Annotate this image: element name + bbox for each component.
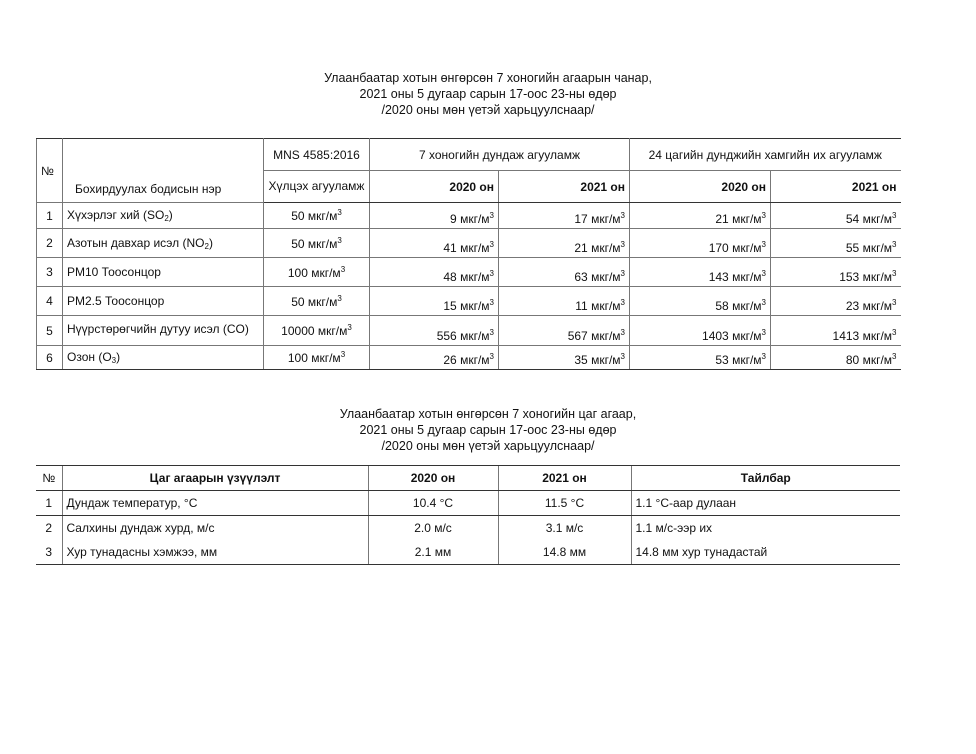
name-text: Азотын давхар исэл (NO	[67, 235, 205, 250]
value: 50	[291, 294, 305, 309]
unit-power: 3	[892, 328, 897, 337]
title-line: Улаанбаатар хотын өнгөрсөн 7 хоногийн агаарын чанар,	[324, 71, 652, 85]
avg-2020-value	[370, 346, 499, 370]
limit-value	[264, 229, 370, 258]
pollutant-name	[63, 258, 264, 287]
title-line: 2021 оны 5 дугаар сарын 17-оос 23-ны өдөр	[359, 423, 617, 437]
value: 21	[574, 241, 588, 255]
max-2021-value	[771, 316, 901, 346]
value-2020: 2.1 мм	[368, 540, 498, 565]
unit: мкг/м	[311, 265, 341, 280]
avg-2021-value	[499, 346, 630, 370]
value-2020: 2.0 м/с	[368, 516, 498, 541]
note-text: 1.1 °C-аар дулаан	[631, 491, 900, 516]
value: 9	[450, 212, 457, 226]
note-text: 14.8 мм хур тунадастай	[631, 540, 900, 565]
unit: мкг/м	[862, 270, 893, 284]
name-end: )	[208, 235, 213, 250]
name-text: Нүүрстөрөгчийн дутуу исэл (CO)	[67, 321, 249, 336]
unit-power: 3	[620, 240, 625, 249]
unit: мкг/м	[732, 329, 762, 343]
table-row	[37, 316, 901, 346]
unit-power: 3	[761, 269, 766, 278]
name-text: PM2.5 Тоосонцор	[67, 293, 165, 308]
value: 1403	[702, 329, 729, 343]
limit-value	[264, 258, 370, 287]
unit: мкг/м	[460, 270, 490, 284]
unit: мкг/м	[591, 212, 621, 226]
value-2020: 10.4 °C	[368, 491, 498, 516]
unit-power: 3	[620, 211, 625, 220]
unit-power: 3	[489, 211, 494, 220]
name-subscript: 2	[164, 214, 169, 223]
table-row	[37, 258, 901, 287]
value: 26	[443, 353, 457, 367]
unit: мкг/м	[732, 299, 762, 313]
header-standard: MNS 4585:2016	[264, 139, 370, 171]
unit: мкг/м	[591, 329, 621, 343]
pollutant-name	[63, 316, 264, 346]
max-2020-value	[630, 203, 771, 229]
row-number: 3	[37, 258, 63, 287]
unit-power: 3	[761, 328, 766, 337]
unit: мкг/м	[862, 299, 893, 313]
weather-table	[36, 465, 900, 565]
unit-power: 3	[761, 298, 766, 307]
value: 58	[715, 299, 729, 313]
value: 54	[845, 212, 860, 226]
unit: мкг/м	[591, 299, 621, 313]
avg-2021-value	[499, 316, 630, 346]
unit: мкг/м	[311, 351, 341, 365]
value: 50	[291, 236, 305, 251]
value-2021: 3.1 м/с	[498, 516, 631, 541]
unit: мкг/м	[591, 353, 621, 367]
limit-value	[264, 287, 370, 316]
header-avg-2021: 2021 он	[499, 171, 630, 203]
row-number: 3	[36, 540, 62, 565]
unit-power: 3	[892, 269, 897, 278]
avg-2020-value	[370, 229, 499, 258]
unit-power: 3	[337, 293, 342, 303]
unit-power: 3	[489, 298, 494, 307]
value: 17	[574, 212, 588, 226]
unit-power: 3	[620, 352, 625, 361]
value: 567	[567, 329, 588, 343]
unit: мкг/м	[460, 241, 490, 255]
max-2021-value	[771, 203, 901, 229]
unit: мкг/м	[862, 329, 893, 343]
unit: мкг/м	[591, 241, 621, 255]
note-text: 1.1 м/с-ээр их	[631, 516, 900, 541]
pollutant-name	[63, 229, 264, 258]
value: 15	[443, 299, 457, 313]
unit-power: 3	[489, 240, 494, 249]
name-text: Озон (O	[67, 350, 112, 364]
unit: мкг/м	[732, 353, 762, 367]
value: 35	[574, 353, 588, 367]
avg-2020-value	[370, 287, 499, 316]
value: 100	[287, 351, 308, 365]
row-number: 4	[37, 287, 63, 316]
value: 143	[708, 270, 729, 284]
avg-2021-value	[499, 203, 630, 229]
unit: мкг/м	[460, 329, 490, 343]
unit-power: 3	[340, 350, 346, 359]
name-text: PM10 Тоосонцор	[67, 264, 161, 279]
row-number: 1	[37, 203, 63, 229]
unit: мкг/м	[307, 294, 338, 309]
unit-power: 3	[337, 235, 342, 245]
header-pollutant: Бохирдуулах бодисын нэр	[63, 139, 264, 203]
avg-2021-value	[499, 229, 630, 258]
row-number: 2	[37, 229, 63, 258]
avg-2021-value	[499, 258, 630, 287]
max-2021-value	[771, 287, 901, 316]
unit: мкг/м	[862, 241, 893, 255]
name-end: )	[168, 208, 173, 222]
unit-power: 3	[620, 298, 625, 307]
max-2020-value	[630, 258, 771, 287]
header-max-2020: 2020 он	[630, 171, 771, 203]
max-2020-value	[630, 229, 771, 258]
value: 21	[715, 212, 729, 226]
unit-power: 3	[489, 328, 494, 337]
table-row	[37, 287, 901, 316]
value-2021: 14.8 мм	[498, 540, 631, 565]
unit-power: 3	[620, 328, 625, 337]
unit: мкг/м	[460, 353, 490, 367]
max-2020-value	[630, 287, 771, 316]
value: 100	[287, 265, 308, 280]
limit-value	[264, 346, 370, 370]
row-number: 5	[37, 316, 63, 346]
header-no: №	[37, 139, 63, 203]
max-2021-value	[771, 258, 901, 287]
unit-power: 3	[489, 269, 494, 278]
header-daily-max: 24 цагийн дунджийн хамгийн их агууламж	[630, 139, 901, 171]
name-subscript: 3	[111, 356, 117, 365]
header-no: №	[36, 466, 62, 491]
value: 11	[575, 299, 588, 313]
unit: мкг/м	[317, 324, 348, 338]
limit-value	[264, 203, 370, 229]
unit: мкг/м	[862, 212, 893, 226]
value: 10000	[281, 324, 315, 338]
name-text: Хүхэрлэг хий (SO	[67, 208, 165, 222]
unit: мкг/м	[732, 212, 762, 226]
unit: мкг/м	[307, 236, 338, 251]
air-quality-title	[0, 70, 976, 118]
unit-power: 3	[761, 240, 766, 249]
unit: мкг/м	[460, 212, 490, 226]
max-2020-value	[630, 316, 771, 346]
value: 170	[708, 241, 729, 255]
table-row	[36, 516, 900, 541]
header-2020: 2020 он	[368, 466, 498, 491]
header-avg-2020: 2020 он	[370, 171, 499, 203]
value: 1413	[832, 329, 860, 343]
row-number: 1	[36, 491, 62, 516]
pollutant-name	[63, 203, 264, 229]
unit: мкг/м	[591, 270, 621, 284]
table-row	[37, 203, 901, 229]
value: 556	[436, 329, 457, 343]
unit: мкг/м	[862, 353, 893, 367]
indicator-name: Салхины дундаж хурд, м/с	[62, 516, 368, 541]
unit: мкг/м	[460, 299, 490, 313]
unit: мкг/м	[732, 241, 762, 255]
unit-power: 3	[892, 298, 897, 307]
title-line: /2020 оны мөн үетэй харьцуулснаар/	[381, 439, 595, 453]
unit-power: 3	[892, 240, 897, 249]
value: 48	[443, 270, 457, 284]
unit-power: 3	[337, 208, 342, 217]
title-line: 2021 оны 5 дугаар сарын 17-оос 23-ны өдөр	[359, 87, 617, 101]
pollutant-name	[63, 346, 264, 370]
unit: мкг/м	[732, 270, 762, 284]
row-number: 6	[37, 346, 63, 370]
value: 55	[845, 241, 860, 255]
avg-2020-value	[370, 203, 499, 229]
value: 63	[574, 270, 588, 284]
title-line: Улаанбаатар хотын өнгөрсөн 7 хоногийн цаг агаар,	[339, 407, 637, 421]
title-line: /2020 оны мөн үетэй харьцуулснаар/	[381, 103, 595, 117]
name-end: )	[116, 350, 121, 364]
avg-2020-value	[370, 258, 499, 287]
air-quality-table	[36, 138, 901, 370]
unit-power: 3	[761, 211, 766, 220]
unit-power: 3	[489, 352, 494, 361]
unit: мкг/м	[307, 209, 338, 223]
header-note: Тайлбар	[631, 466, 900, 491]
unit-power: 3	[761, 352, 766, 361]
table-row	[37, 229, 901, 258]
value: 153	[839, 270, 860, 284]
value: 80	[845, 353, 860, 367]
max-2021-value	[771, 229, 901, 258]
indicator-name: Хур тунадасны хэмжээ, мм	[62, 540, 368, 565]
value: 23	[845, 299, 860, 313]
avg-2021-value	[499, 287, 630, 316]
max-2020-value	[630, 346, 771, 370]
unit-power: 3	[892, 211, 897, 220]
header-max-2021: 2021 он	[771, 171, 901, 203]
header-weekly-avg: 7 хоногийн дундаж агууламж	[370, 139, 630, 171]
row-number: 2	[45, 521, 53, 535]
unit-power: 3	[620, 269, 625, 278]
value-2021: 11.5 °C	[498, 491, 631, 516]
table-row	[37, 346, 901, 370]
header-indicator: Цаг агаарын үзүүлэлт	[62, 466, 368, 491]
weather-title	[0, 406, 976, 454]
header-2021: 2021 он	[498, 466, 631, 491]
value: 50	[291, 209, 305, 223]
unit-power: 3	[892, 352, 897, 361]
pollutant-name	[63, 287, 264, 316]
name-subscript: 2	[204, 241, 209, 251]
indicator-name: Дундаж температур, °C	[62, 491, 368, 516]
avg-2020-value	[370, 316, 499, 346]
header-limit: Хүлцэх агууламж	[264, 171, 370, 203]
max-2021-value	[771, 346, 901, 370]
value: 41	[443, 241, 457, 255]
value: 53	[715, 353, 729, 367]
unit-power: 3	[347, 323, 352, 332]
limit-value	[264, 316, 370, 346]
unit-power: 3	[340, 264, 346, 274]
table-row	[36, 540, 900, 565]
table-row	[36, 491, 900, 516]
